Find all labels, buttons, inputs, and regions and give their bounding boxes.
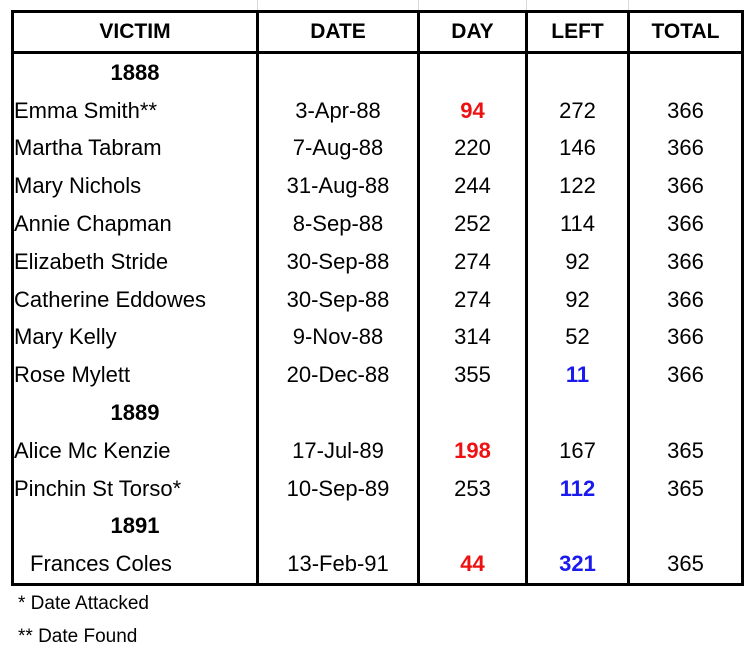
date-cell: 10-Sep-89: [258, 470, 419, 508]
empty-cell: [419, 53, 527, 92]
empty-cell: [527, 53, 629, 92]
table-row: [13, 130, 743, 168]
victim-cell: Mary Nichols: [13, 167, 258, 205]
empty-cell: [629, 508, 743, 546]
day-cell: 253: [419, 470, 527, 508]
total-cell: 366: [629, 281, 743, 319]
table-row: [13, 92, 743, 130]
year-row: [13, 394, 743, 432]
empty-cell: [629, 53, 743, 92]
day-cell: 252: [419, 205, 527, 243]
day-cell: 44: [419, 545, 527, 584]
table-row: [13, 243, 743, 281]
sheet-gridline: [418, 0, 419, 10]
empty-cell: [527, 508, 629, 546]
sheet-gridline: [628, 0, 629, 10]
table-row: [13, 281, 743, 319]
total-cell: 365: [629, 545, 743, 584]
date-cell: 30-Sep-88: [258, 281, 419, 319]
empty-cell: [258, 508, 419, 546]
date-cell: 31-Aug-88: [258, 167, 419, 205]
victim-cell: Elizabeth Stride: [13, 243, 258, 281]
table-row: [13, 205, 743, 243]
header-row: [13, 12, 743, 53]
table-row: [13, 432, 743, 470]
empty-cell: [258, 394, 419, 432]
total-cell: 366: [629, 319, 743, 357]
table-body: [13, 53, 743, 585]
date-cell: 17-Jul-89: [258, 432, 419, 470]
header-left: LEFT: [527, 12, 629, 53]
header-day: DAY: [419, 12, 527, 53]
footnote-date-found: ** Date Found: [18, 626, 138, 647]
victim-cell: Rose Mylett: [13, 356, 258, 394]
day-cell: 244: [419, 167, 527, 205]
total-cell: 365: [629, 470, 743, 508]
day-cell: 198: [419, 432, 527, 470]
header-victim: VICTIM: [13, 12, 258, 53]
table-row: [13, 319, 743, 357]
year-label: 1891: [13, 508, 258, 546]
sheet-gridline: [257, 0, 258, 10]
total-cell: 366: [629, 243, 743, 281]
total-cell: 366: [629, 205, 743, 243]
total-cell: 366: [629, 356, 743, 394]
day-cell: 220: [419, 130, 527, 168]
year-label: 1889: [13, 394, 258, 432]
day-cell: 355: [419, 356, 527, 394]
day-cell: 94: [419, 92, 527, 130]
table-row: [13, 470, 743, 508]
date-cell: 30-Sep-88: [258, 243, 419, 281]
victims-table: [11, 10, 744, 586]
left-cell: 11: [527, 356, 629, 394]
total-cell: 365: [629, 432, 743, 470]
date-cell: 3-Apr-88: [258, 92, 419, 130]
total-cell: 366: [629, 167, 743, 205]
left-cell: 92: [527, 243, 629, 281]
date-cell: 8-Sep-88: [258, 205, 419, 243]
date-cell: 20-Dec-88: [258, 356, 419, 394]
total-cell: 366: [629, 130, 743, 168]
empty-cell: [629, 394, 743, 432]
day-cell: 314: [419, 319, 527, 357]
left-cell: 146: [527, 130, 629, 168]
footnote-date-attacked: * Date Attacked: [18, 593, 149, 614]
left-cell: 52: [527, 319, 629, 357]
left-cell: 92: [527, 281, 629, 319]
victim-cell: Frances Coles: [13, 545, 258, 584]
total-cell: 366: [629, 92, 743, 130]
empty-cell: [419, 508, 527, 546]
left-cell: 167: [527, 432, 629, 470]
victim-cell: Emma Smith**: [13, 92, 258, 130]
victim-cell: Mary Kelly: [13, 319, 258, 357]
year-label: 1888: [13, 53, 258, 92]
victim-cell: Alice Mc Kenzie: [13, 432, 258, 470]
year-row: [13, 508, 743, 546]
victim-cell: Annie Chapman: [13, 205, 258, 243]
left-cell: 321: [527, 545, 629, 584]
victim-cell: Catherine Eddowes: [13, 281, 258, 319]
victim-cell: Pinchin St Torso*: [13, 470, 258, 508]
left-cell: 114: [527, 205, 629, 243]
left-cell: 122: [527, 167, 629, 205]
day-cell: 274: [419, 243, 527, 281]
table-row: [13, 356, 743, 394]
victim-cell: Martha Tabram: [13, 130, 258, 168]
empty-cell: [258, 53, 419, 92]
date-cell: 13-Feb-91: [258, 545, 419, 584]
header-date: DATE: [258, 12, 419, 53]
table-row: [13, 167, 743, 205]
date-cell: 7-Aug-88: [258, 130, 419, 168]
year-row: [13, 53, 743, 92]
table-row: [13, 545, 743, 584]
header-total: TOTAL: [629, 12, 743, 53]
left-cell: 272: [527, 92, 629, 130]
empty-cell: [527, 394, 629, 432]
left-cell: 112: [527, 470, 629, 508]
date-cell: 9-Nov-88: [258, 319, 419, 357]
sheet-gridline: [526, 0, 527, 10]
day-cell: 274: [419, 281, 527, 319]
empty-cell: [419, 394, 527, 432]
